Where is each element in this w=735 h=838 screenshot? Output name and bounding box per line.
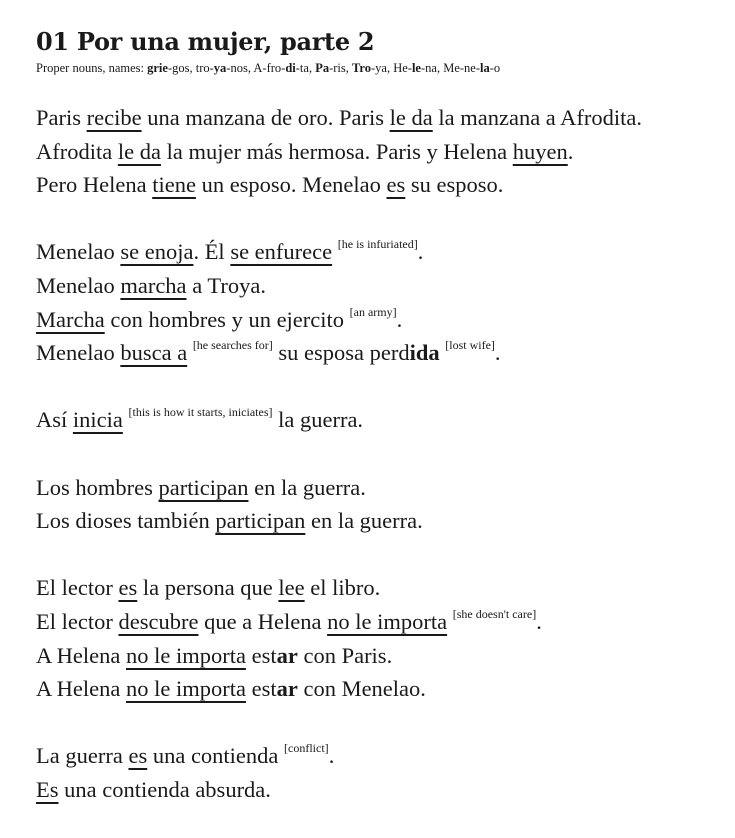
text-segment: la manzana a Afrodita. [432, 105, 643, 130]
text-segment [123, 407, 129, 432]
story-line [36, 101, 726, 135]
story-line [36, 235, 726, 269]
syllable: -gos [167, 61, 190, 75]
text-segment: . [494, 340, 501, 366]
underlined-verb: no le importa [125, 676, 246, 702]
story-line [36, 303, 726, 337]
syllable: -ris [329, 61, 346, 75]
underlined-verb: tiene [152, 172, 196, 198]
text-segment: que a Helena [198, 608, 328, 634]
text-segment: est [245, 642, 277, 668]
text-segment: . [396, 306, 403, 332]
text-segment: Afrodita [36, 138, 118, 164]
text-segment: . [328, 743, 335, 769]
underlined-verb: lee [278, 575, 305, 601]
underlined-verb: Marcha [36, 306, 105, 332]
text-segment: Los hombres [36, 474, 159, 500]
translation-note: [he searches for] [192, 338, 273, 353]
text-segment: un esposo. Menelao [195, 172, 387, 198]
underlined-verb: participan [215, 508, 306, 534]
proper-noun [352, 61, 387, 75]
proper-nouns-label: Proper nouns, names: [36, 61, 148, 75]
story-line [36, 571, 726, 605]
text-segment: Menelao [36, 239, 121, 265]
text-segment: . Él [193, 239, 231, 265]
story-line [36, 168, 726, 202]
text-segment: . [536, 608, 542, 634]
text-segment: el libro. [304, 575, 381, 601]
underlined-verb: Es [36, 776, 59, 802]
syllable: -na [420, 61, 437, 75]
underlined-verb: es [118, 575, 138, 601]
stressed-syllable: grie [147, 61, 168, 75]
story-line [36, 471, 726, 505]
text-segment: Menelao [36, 272, 121, 298]
syllable: A-fro- [253, 61, 286, 75]
translation-note: [she doesn't care] [452, 606, 537, 621]
proper-noun [315, 61, 346, 75]
bold-ending: ar [276, 676, 298, 702]
text-segment: con Paris. [297, 642, 393, 668]
stressed-syllable: le [411, 61, 421, 75]
underlined-verb: recibe [86, 105, 142, 130]
page-title: 01 Por una mujer, parte 2 [36, 27, 375, 56]
story-line [36, 605, 726, 639]
text-segment: una contienda [147, 743, 285, 769]
text-segment: Así [36, 407, 73, 433]
underlined-verb: marcha [120, 272, 187, 298]
proper-noun [147, 61, 189, 75]
proper-noun [253, 61, 309, 75]
syllable: -ta [295, 61, 309, 75]
underlined-verb: busca a [120, 340, 188, 366]
proper-noun [196, 61, 248, 75]
stanza-break [36, 706, 726, 740]
underlined-verb: inicia [72, 407, 123, 433]
proper-nouns-note [36, 60, 726, 76]
underlined-verb: no le importa [125, 642, 246, 668]
text-segment: Paris [36, 105, 87, 130]
underlined-verb: participan [158, 474, 249, 500]
syllable: -ya [370, 61, 387, 75]
story-line [36, 739, 726, 773]
bold-ending: ar [276, 642, 298, 668]
text-segment: la mujer más hermosa. Paris y Helena [160, 138, 513, 164]
story-line [36, 135, 726, 169]
story-line [36, 504, 726, 538]
text-segment: su esposa perd [272, 340, 410, 366]
text-segment: con Menelao. [297, 676, 426, 702]
syllable: -o [489, 61, 501, 75]
text-segment: Menelao [36, 340, 121, 366]
story-text [36, 101, 726, 806]
translation-note: [conflict] [284, 741, 329, 756]
stressed-syllable: la [480, 61, 490, 75]
stressed-syllable: ya [213, 61, 227, 75]
text-segment: una contienda absurda. [58, 776, 271, 802]
text-segment: en la guerra. [305, 508, 423, 534]
document-page [36, 26, 726, 806]
underlined-verb: le da [117, 138, 161, 164]
text-segment: Los dioses también [36, 508, 216, 534]
story-line [36, 336, 726, 370]
stressed-syllable: di [285, 61, 296, 75]
underlined-verb: es [386, 172, 406, 198]
translation-note: [this is how it starts, iniciates] [128, 405, 273, 420]
text-segment: Pero Helena [36, 172, 153, 198]
syllable: -nos [226, 61, 248, 75]
text-segment: El lector [36, 575, 119, 601]
underlined-verb: se enfurece [230, 239, 333, 265]
translation-note: [lost wife] [445, 338, 495, 353]
stanza-break [36, 370, 726, 404]
stanza-break [36, 538, 726, 572]
text-segment: la guerra. [272, 407, 364, 433]
story-line [36, 773, 726, 807]
underlined-verb: descubre [118, 608, 199, 634]
translation-note: [he is infuriated] [337, 237, 418, 252]
bold-ending: ida [409, 340, 440, 366]
story-line [36, 672, 726, 706]
text-segment: El lector [36, 608, 119, 634]
stanza-break [36, 437, 726, 471]
text-segment [332, 239, 338, 264]
text-segment: . [567, 138, 574, 164]
text-segment: est [245, 676, 277, 702]
proper-nouns-list: grie-gos, tro-ya-nos, A-fro-di-ta, Pa-ris, Tro-ya, He-le-na, Me-ne-la-o [147, 61, 501, 75]
text-segment: en la guerra. [248, 474, 366, 500]
underlined-verb: no le importa [327, 608, 448, 634]
stanza-break [36, 202, 726, 236]
text-segment [187, 340, 193, 365]
text-segment: la persona que [137, 575, 279, 601]
syllable: Me-ne- [443, 61, 480, 75]
proper-noun [393, 61, 437, 75]
text-segment: A Helena [36, 676, 126, 702]
text-segment: con hombres y un ejercito [104, 306, 350, 332]
proper-noun [443, 61, 500, 75]
syllable: He- [393, 61, 412, 75]
story-line [36, 639, 726, 673]
underlined-verb: huyen [512, 138, 568, 164]
text-segment [447, 609, 453, 634]
text-segment: una manzana de oro. Paris [141, 105, 390, 130]
text-segment: . [417, 239, 424, 265]
text-segment: a Troya. [186, 272, 266, 298]
translation-note: [an army] [349, 304, 397, 319]
stressed-syllable: Pa [315, 61, 330, 75]
text-segment: su esposo. [405, 172, 504, 198]
syllable: tro- [195, 61, 214, 75]
underlined-verb: es [128, 743, 148, 769]
story-line [36, 269, 726, 303]
underlined-verb: le da [389, 105, 433, 130]
text-segment: A Helena [36, 642, 126, 668]
underlined-verb: se enoja [120, 239, 194, 265]
text-segment: La guerra [36, 743, 129, 769]
stressed-syllable: Tro [352, 61, 371, 75]
story-line [36, 403, 726, 437]
